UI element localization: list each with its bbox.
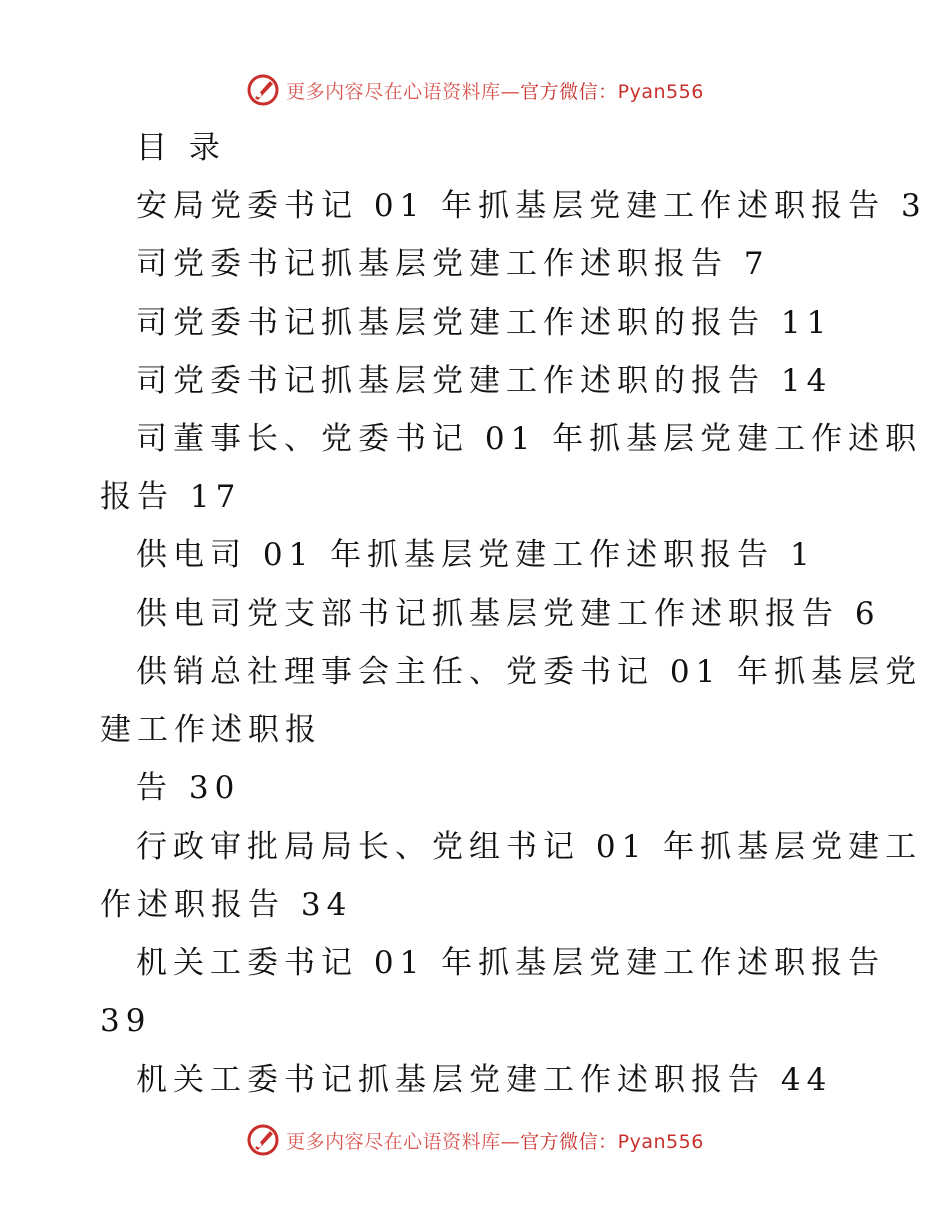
watermark-text: 更多内容尽在心语资料库—官方微信：Pyan556	[286, 80, 704, 103]
quill-pen-logo-icon	[246, 1123, 280, 1157]
toc-entry: 司党委书记抓基层党建工作述职报告 7	[136, 246, 770, 282]
footer-watermark	[0, 1120, 950, 1160]
toc-entry: 行政审批局局长、党组书记 01 年抓基层党建工	[136, 829, 923, 865]
toc-entry: 机关工委书记抓基层党建工作述职报告 44	[136, 1062, 833, 1098]
toc-entry: 司党委书记抓基层党建工作述职的报告 14	[136, 363, 833, 399]
toc-entry-continuation: 报告 17	[100, 479, 242, 515]
toc-entry: 司董事长、党委书记 01 年抓基层党建工作述职	[136, 421, 923, 457]
toc-entry-continuation: 39	[100, 1003, 152, 1039]
toc-entry: 供电司 01 年抓基层党建工作述职报告 1	[136, 537, 816, 573]
toc-entry: 供电司党支部书记抓基层党建工作述职报告 6	[136, 596, 881, 632]
toc-entry: 司党委书记抓基层党建工作述职的报告 11	[136, 305, 833, 341]
watermark-text: 更多内容尽在心语资料库—官方微信：Pyan556	[286, 1130, 704, 1153]
header-watermark	[0, 70, 950, 110]
toc-entry: 机关工委书记 01 年抓基层党建工作述职报告	[136, 945, 886, 981]
quill-pen-logo-icon	[246, 73, 280, 107]
toc-entry-continuation: 告 30	[136, 770, 241, 806]
toc-entry-continuation: 建工作述职报	[100, 712, 322, 748]
toc-entry-continuation: 作述职报告 34	[100, 887, 353, 923]
toc-heading: 目 录	[136, 130, 226, 166]
toc-entry: 安局党委书记 01 年抓基层党建工作述职报告 3	[136, 188, 927, 224]
toc-entry: 供销总社理事会主任、党委书记 01 年抓基层党	[136, 654, 923, 690]
